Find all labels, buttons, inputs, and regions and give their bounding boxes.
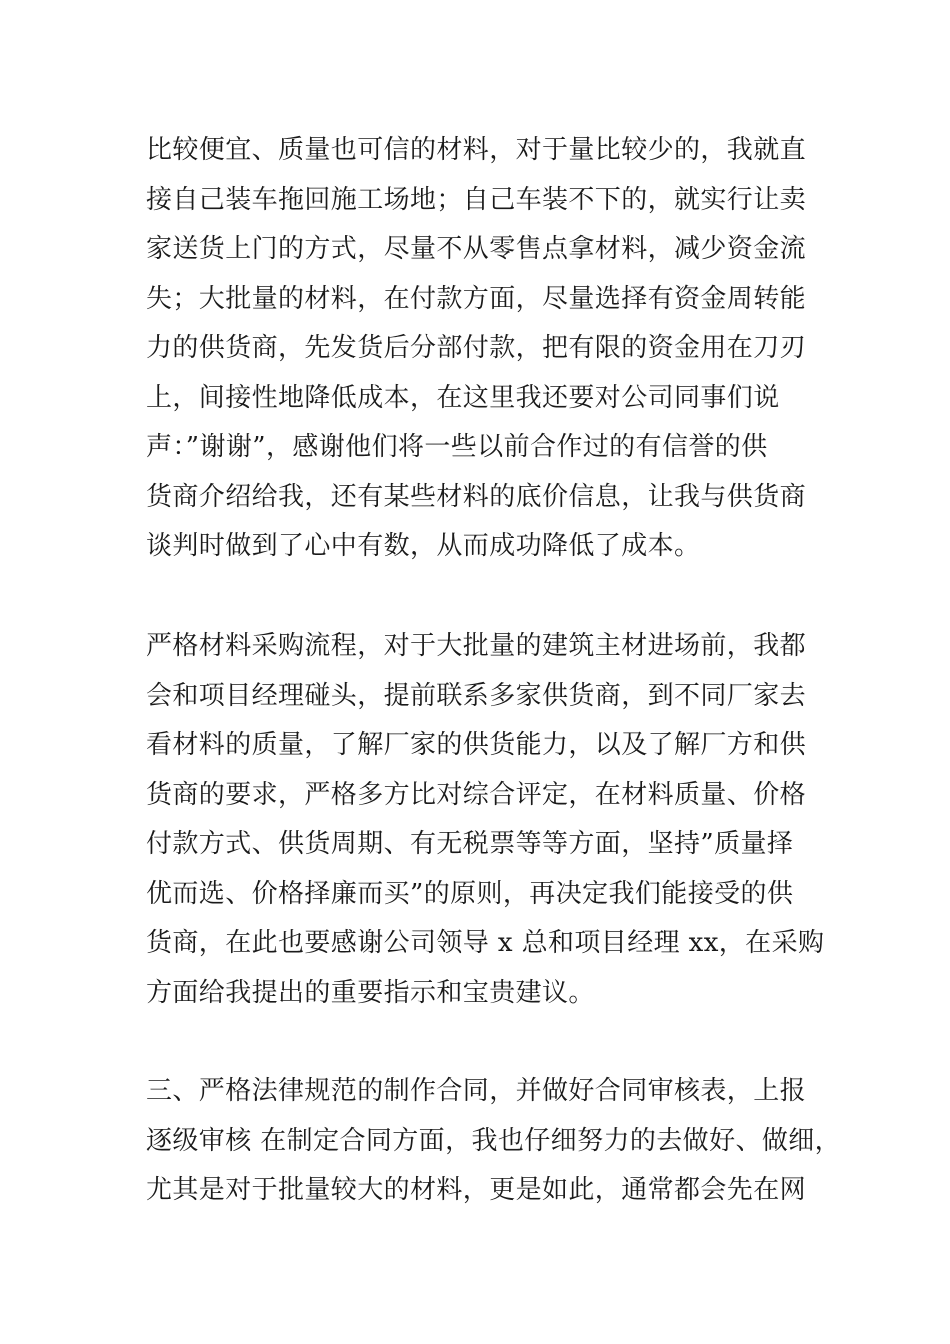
text-line: 会和项目经理碰头，提前联系多家供货商，到不同厂家去: [146, 680, 807, 711]
text-line: 三、严格法律规范的制作合同，并做好合同审核表，上报: [146, 1076, 807, 1106]
text-line: 上，间接性地降低成本，在这里我还要对公司同事们说: [146, 382, 780, 413]
text-line: 货商，在此也要感谢公司领导 x 总和项目经理 xx，在采购: [146, 928, 825, 958]
text-line: 看材料的质量，了解厂家的供货能力，以及了解厂方和供: [146, 730, 807, 760]
text-line: 付款方式、供货周期、有无税票等等方面，坚持”质量择: [146, 829, 794, 859]
paragraph-procurement-process: [146, 622, 826, 1018]
text-line: 声：”谢谢”，感谢他们将一些以前合作过的有信誉的供: [146, 432, 768, 462]
text-line: 方面给我提出的重要指示和宝贵建议。: [146, 977, 595, 1008]
text-line: 力的供货商，先发货后分部付款，把有限的资金用在刀刃: [146, 333, 807, 363]
text-line: 货商的要求，严格多方比对综合评定，在材料质量、价格: [146, 779, 807, 810]
paragraph-procurement-cost: [146, 126, 826, 572]
text-line: 家送货上门的方式，尽量不从零售点拿材料，减少资金流: [146, 234, 807, 264]
text-line: 优而选、价格择廉而买”的原则，再决定我们能接受的供: [146, 878, 794, 909]
text-line: 货商介绍给我，还有某些材料的底价信息，让我与供货商: [146, 481, 807, 512]
text-line: 接自己装车拖回施工场地；自己车装不下的，就实行让卖: [146, 184, 807, 215]
text-line: 谈判时做到了心中有数，从而成功降低了成本。: [146, 531, 701, 561]
text-line: 比较便宜、质量也可信的材料，对于量比较少的，我就直: [146, 135, 807, 165]
text-line: 严格材料采购流程，对于大批量的建筑主材进场前，我都: [146, 631, 807, 661]
text-line: 尤其是对于批量较大的材料，更是如此，通常都会先在网: [146, 1175, 807, 1205]
text-line: 失；大批量的材料，在付款方面，尽量选择有资金周转能: [146, 283, 807, 314]
paragraph-contract-section: [146, 1067, 842, 1216]
text-line: 逐级审核 在制定合同方面，我也仔细努力的去做好、做细，: [146, 1125, 842, 1156]
